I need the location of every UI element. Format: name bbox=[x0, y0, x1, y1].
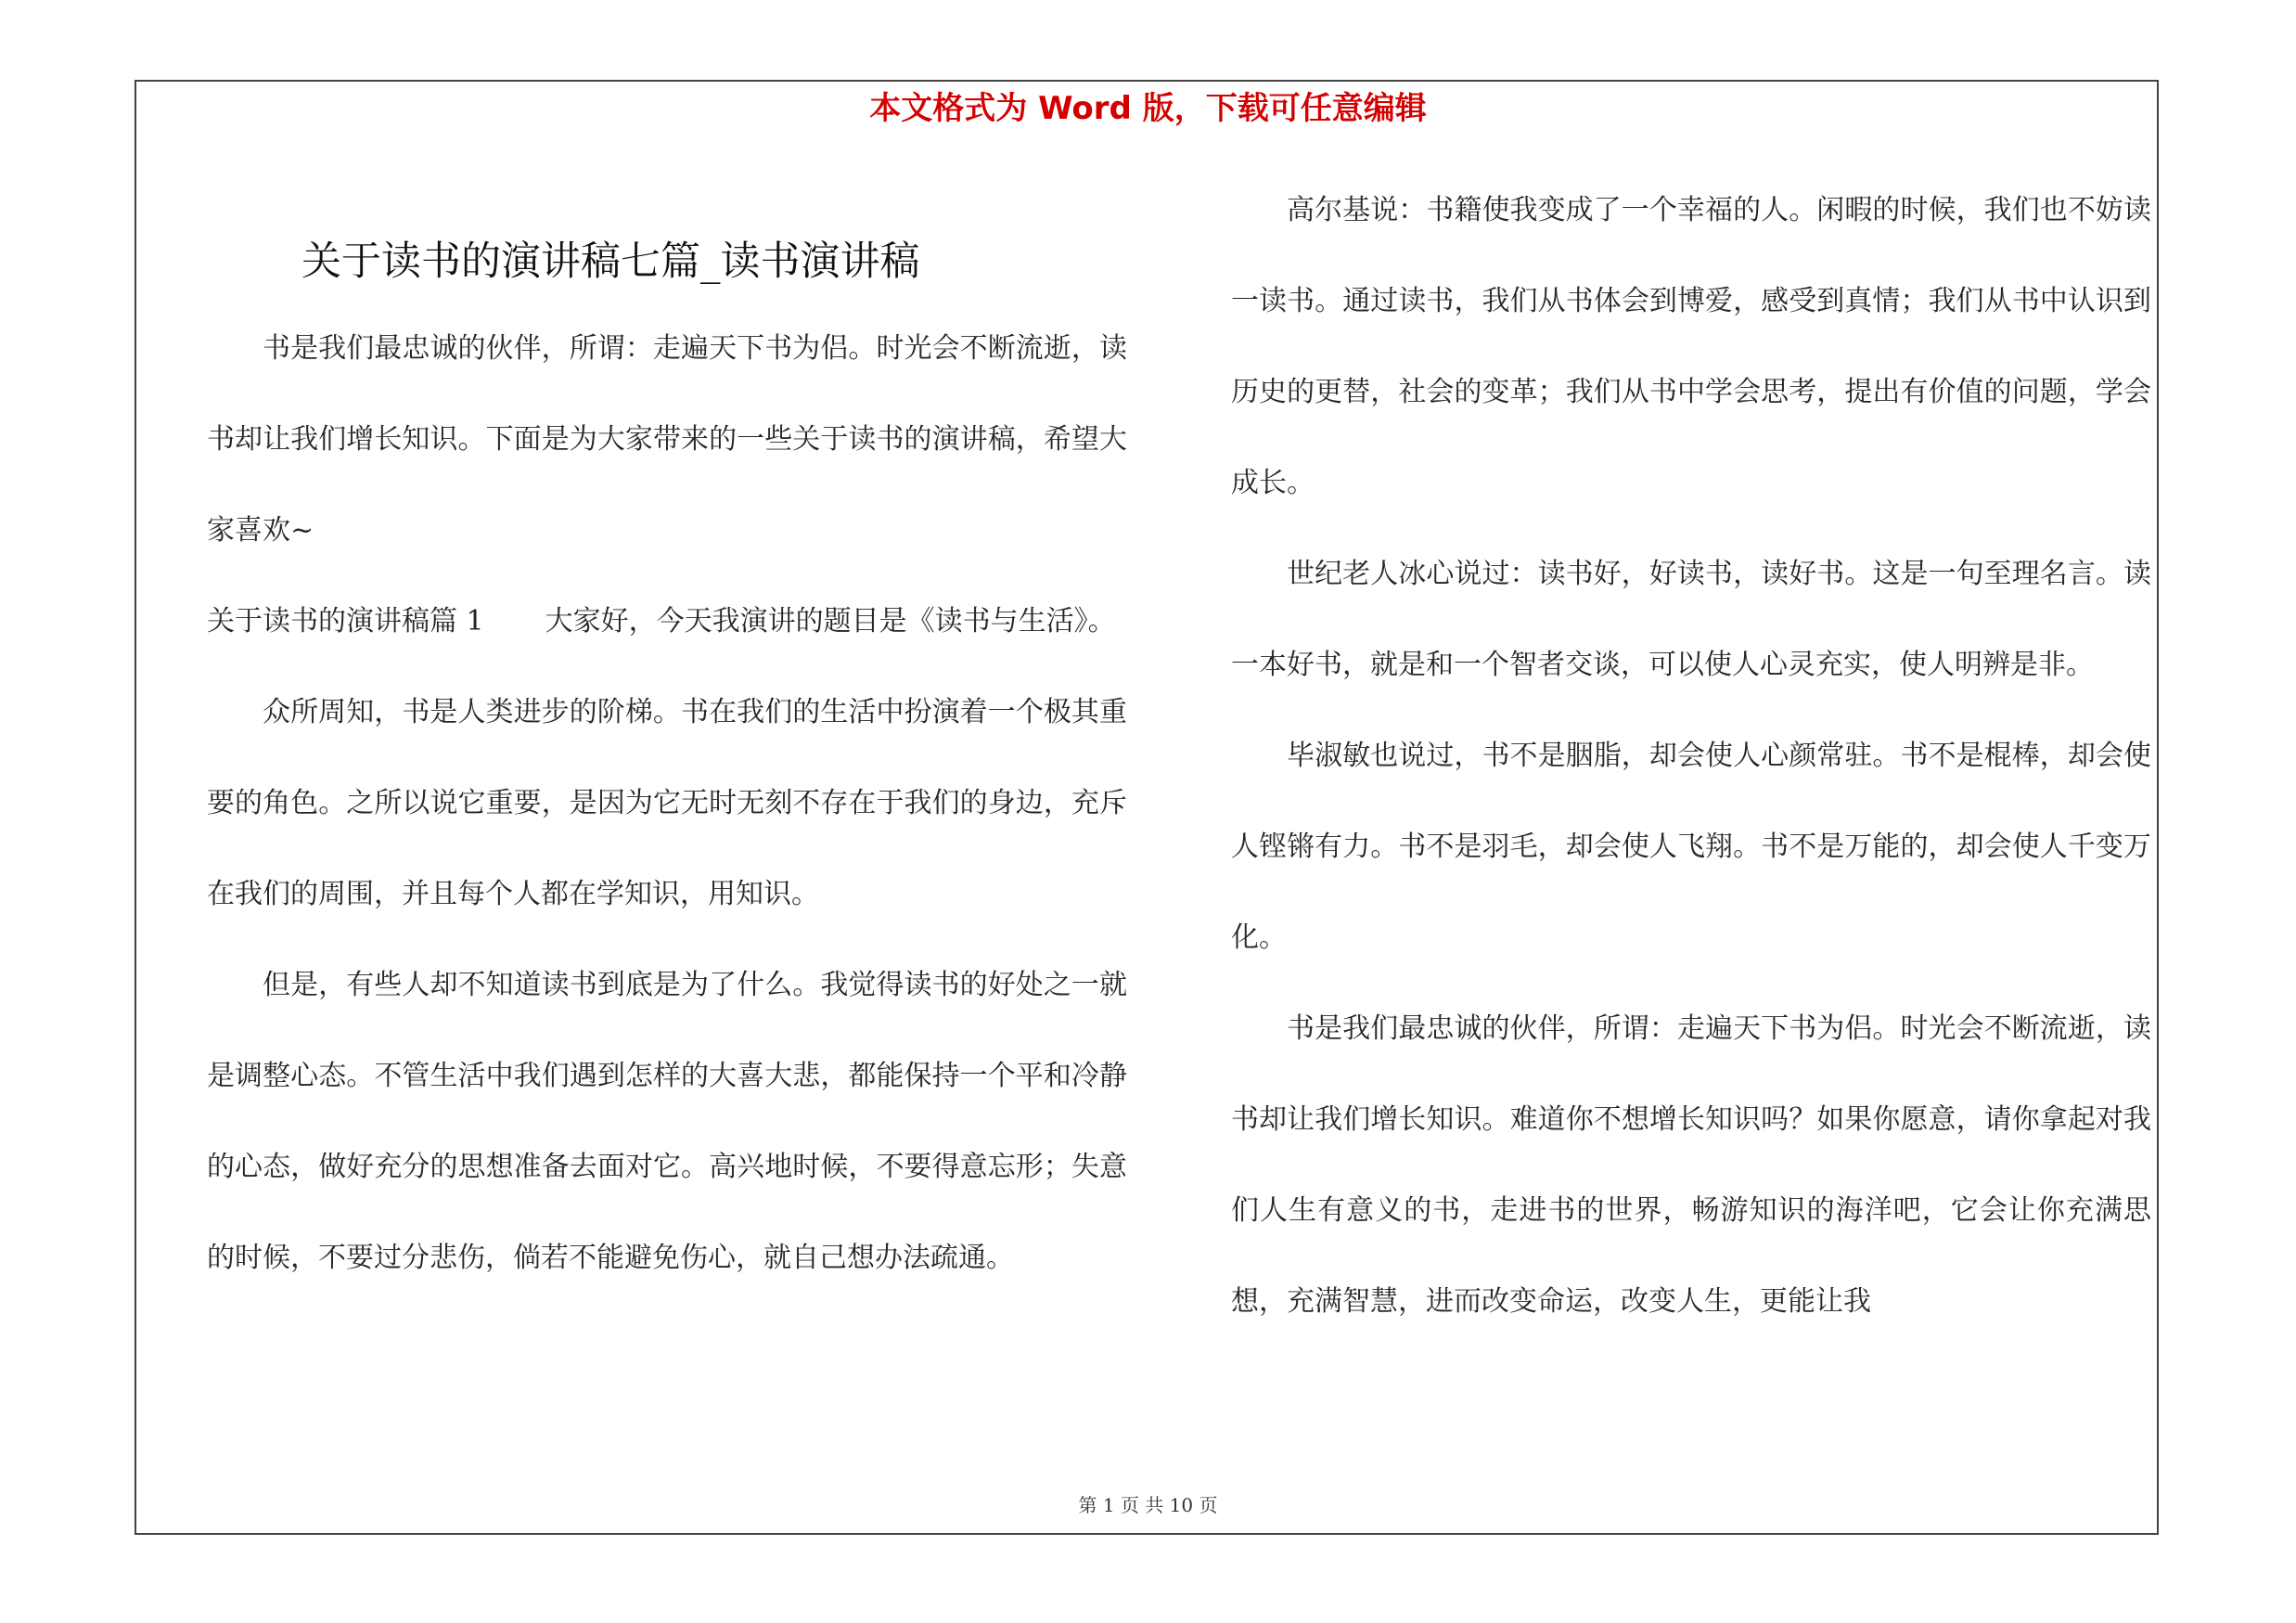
paragraph-intro: 书是我们最忠诚的伙伴，所谓：走遍天下书为侣。时光会不断流逝，读书却让我们增长知识。下面是为大家带来的一些关于读书的演讲稿，希望大家喜欢~ bbox=[207, 332, 1127, 547]
paragraph-bishumin-quote: 毕淑敏也说过，书不是胭脂，却会使人心颜常驻。书不是棍棒，却会使人铿锵有力。书不是羽毛，却会使人飞翔。书不是万能的，却会使人千变万化。 bbox=[1231, 740, 2151, 954]
paragraph-speech-1-opening bbox=[207, 576, 1127, 667]
right-text-column bbox=[1231, 165, 2151, 1347]
format-notice-banner: 本文格式为 Word 版，下载可任意编辑 bbox=[869, 90, 1427, 127]
paragraph-bingxin-quote: 世纪老人冰心说过：读书好，好读书，读好书。这是一句至理名言。读一本好书，就是和一个智者交谈，可以使人心灵充实，使人明辨是非。 bbox=[1231, 558, 2151, 681]
speech-heading: 关于读书的演讲稿篇 1 bbox=[207, 605, 484, 638]
page-number-footer: 第 1 页 共 10 页 bbox=[1078, 1494, 1218, 1516]
paragraph-loyal-companion: 书是我们最忠诚的伙伴，所谓：走遍天下书为侣。时光会不断流逝，读书却让我们增长知识。难道你不想增长知识吗？如果你愿意，请你拿起对我们人生有意义的书，走进书的世界，畅游知识的海洋吧，它会让你充满思想，充满智慧，进而改变命运，改变人生，更能让我 bbox=[1231, 1012, 2151, 1318]
paragraph-reading-mindset: 但是，有些人却不知道读书到底是为了什么。我觉得读书的好处之一就是调整心态。不管生活中我们遇到怎样的大喜大悲，都能保持一个平和冷静的心态，做好充分的思想准备去面对它。高兴地时候，不要得意忘形；失意的时候，不要过分悲伤，倘若不能避免伤心，就自己想办法疏通。 bbox=[207, 969, 1127, 1274]
paragraph-gorky-quote: 高尔基说：书籍使我变成了一个幸福的人。闲暇的时候，我们也不妨读一读书。通过读书，我们从书体会到博爱，感受到真情；我们从书中认识到历史的更替，社会的变革；我们从书中学会思考，提出有价值的问题，学会成长。 bbox=[1231, 194, 2151, 499]
paragraph-books-ladder: 众所周知，书是人类进步的阶梯。书在我们的生活中扮演着一个极其重要的角色。之所以说它重要，是因为它无时无刻不存在于我们的身边，充斥在我们的周围，并且每个人都在学知识，用知识。 bbox=[207, 696, 1127, 910]
speech-opening-text: 大家好，今天我演讲的题目是《读书与生活》。 bbox=[545, 605, 1116, 638]
left-text-column bbox=[207, 303, 1127, 1304]
document-title: 关于读书的演讲稿七篇_读书演讲稿 bbox=[301, 238, 920, 285]
